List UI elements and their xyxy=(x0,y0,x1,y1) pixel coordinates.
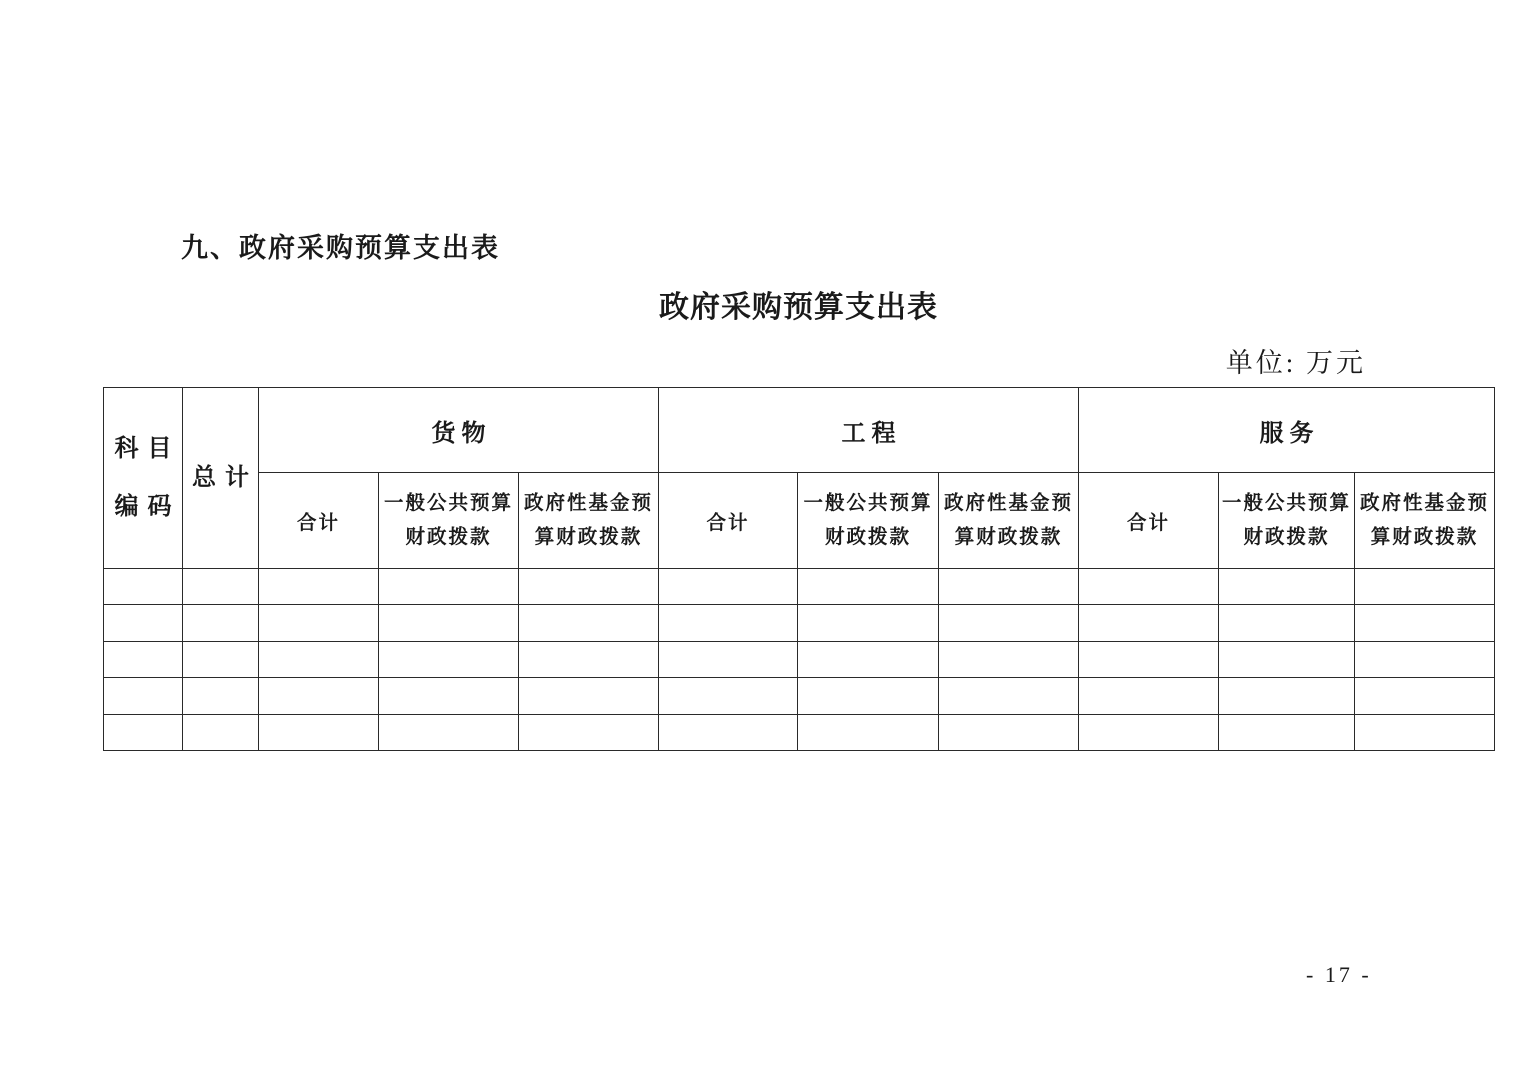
empty-cell xyxy=(1355,605,1495,641)
empty-cell xyxy=(1079,641,1219,677)
header-group-goods: 货物 xyxy=(259,388,659,473)
empty-cell xyxy=(379,569,519,605)
empty-cell xyxy=(1219,714,1355,750)
empty-cell xyxy=(519,714,659,750)
header-subject-code-line1: 科目 xyxy=(114,436,181,462)
empty-cell xyxy=(183,605,259,641)
empty-cell xyxy=(659,605,798,641)
empty-cell xyxy=(939,569,1079,605)
header-row-subcolumns xyxy=(104,473,1495,569)
empty-cell xyxy=(659,678,798,714)
table-row xyxy=(104,678,1495,714)
empty-cell xyxy=(1355,678,1495,714)
header-goods-gov-fund-line1: 政府性基金预 xyxy=(524,492,654,514)
header-works-gov-fund-line2: 算财政拨款 xyxy=(954,526,1063,548)
empty-cell xyxy=(1079,605,1219,641)
header-works-gov-fund-line1: 政府性基金预 xyxy=(944,492,1074,514)
empty-cell xyxy=(379,641,519,677)
empty-cell xyxy=(798,605,939,641)
empty-cell xyxy=(659,569,798,605)
header-services-general-budget xyxy=(1219,473,1355,569)
header-services-general-budget-line2: 财政拨款 xyxy=(1243,526,1330,548)
empty-cell xyxy=(519,605,659,641)
empty-cell xyxy=(939,678,1079,714)
empty-cell xyxy=(798,641,939,677)
header-goods-gov-fund xyxy=(519,473,659,569)
empty-cell xyxy=(1219,678,1355,714)
header-grand-total xyxy=(183,388,259,569)
empty-cell xyxy=(183,714,259,750)
empty-cell xyxy=(104,605,183,641)
procurement-budget-table xyxy=(103,387,1495,751)
header-works-general-budget xyxy=(798,473,939,569)
header-works-general-budget-line2: 财政拨款 xyxy=(825,526,912,548)
header-goods-subtotal: 合计 xyxy=(259,473,379,569)
empty-cell xyxy=(183,569,259,605)
empty-cell xyxy=(1079,678,1219,714)
empty-cell xyxy=(519,569,659,605)
empty-cell xyxy=(939,605,1079,641)
empty-cell xyxy=(259,714,379,750)
empty-cell xyxy=(1219,569,1355,605)
empty-cell xyxy=(519,678,659,714)
empty-cell xyxy=(659,641,798,677)
empty-cell xyxy=(798,714,939,750)
table-row xyxy=(104,641,1495,677)
header-services-gov-fund-line1: 政府性基金预 xyxy=(1360,492,1490,514)
empty-cell xyxy=(659,714,798,750)
empty-cell xyxy=(379,714,519,750)
empty-cell xyxy=(1219,641,1355,677)
empty-cell xyxy=(259,641,379,677)
empty-cell xyxy=(1355,714,1495,750)
header-group-services: 服务 xyxy=(1079,388,1495,473)
empty-cell xyxy=(104,714,183,750)
header-works-general-budget-line1: 一般公共预算 xyxy=(803,492,933,514)
empty-cell xyxy=(939,641,1079,677)
header-grand-total-label: 总计 xyxy=(192,465,258,491)
empty-cell xyxy=(379,605,519,641)
header-goods-general-budget-line2: 财政拨款 xyxy=(405,526,492,548)
empty-cell xyxy=(519,641,659,677)
header-works-gov-fund xyxy=(939,473,1079,569)
empty-cell xyxy=(1355,569,1495,605)
page-number: - 17 - xyxy=(1306,962,1372,987)
empty-cell xyxy=(379,678,519,714)
empty-cell xyxy=(259,678,379,714)
empty-cell xyxy=(939,714,1079,750)
empty-cell xyxy=(259,569,379,605)
table-title: 政府采购预算支出表 xyxy=(659,291,938,324)
empty-cell xyxy=(1219,605,1355,641)
header-services-general-budget-line1: 一般公共预算 xyxy=(1222,492,1352,514)
empty-cell xyxy=(798,678,939,714)
table-body xyxy=(104,569,1495,751)
table-row xyxy=(104,569,1495,605)
empty-cell xyxy=(1079,714,1219,750)
header-group-works: 工程 xyxy=(659,388,1079,473)
header-goods-general-budget xyxy=(379,473,519,569)
header-goods-gov-fund-line2: 算财政拨款 xyxy=(534,526,643,548)
empty-cell xyxy=(798,569,939,605)
header-subject-code-line2: 编码 xyxy=(114,494,181,520)
table-row xyxy=(104,605,1495,641)
header-goods-general-budget-line1: 一般公共预算 xyxy=(383,492,513,514)
table-row xyxy=(104,714,1495,750)
empty-cell xyxy=(1079,569,1219,605)
header-subject-code xyxy=(104,388,183,569)
header-services-gov-fund xyxy=(1355,473,1495,569)
header-services-gov-fund-line2: 算财政拨款 xyxy=(1370,526,1479,548)
empty-cell xyxy=(1355,641,1495,677)
empty-cell xyxy=(104,641,183,677)
empty-cell xyxy=(183,641,259,677)
empty-cell xyxy=(259,605,379,641)
empty-cell xyxy=(183,678,259,714)
section-heading: 九、政府采购预算支出表 xyxy=(181,233,500,263)
header-row-groups xyxy=(104,388,1495,473)
empty-cell xyxy=(104,678,183,714)
header-services-subtotal: 合计 xyxy=(1079,473,1219,569)
empty-cell xyxy=(104,569,183,605)
unit-label: 单位: 万元 xyxy=(1225,348,1366,378)
header-works-subtotal: 合计 xyxy=(659,473,798,569)
